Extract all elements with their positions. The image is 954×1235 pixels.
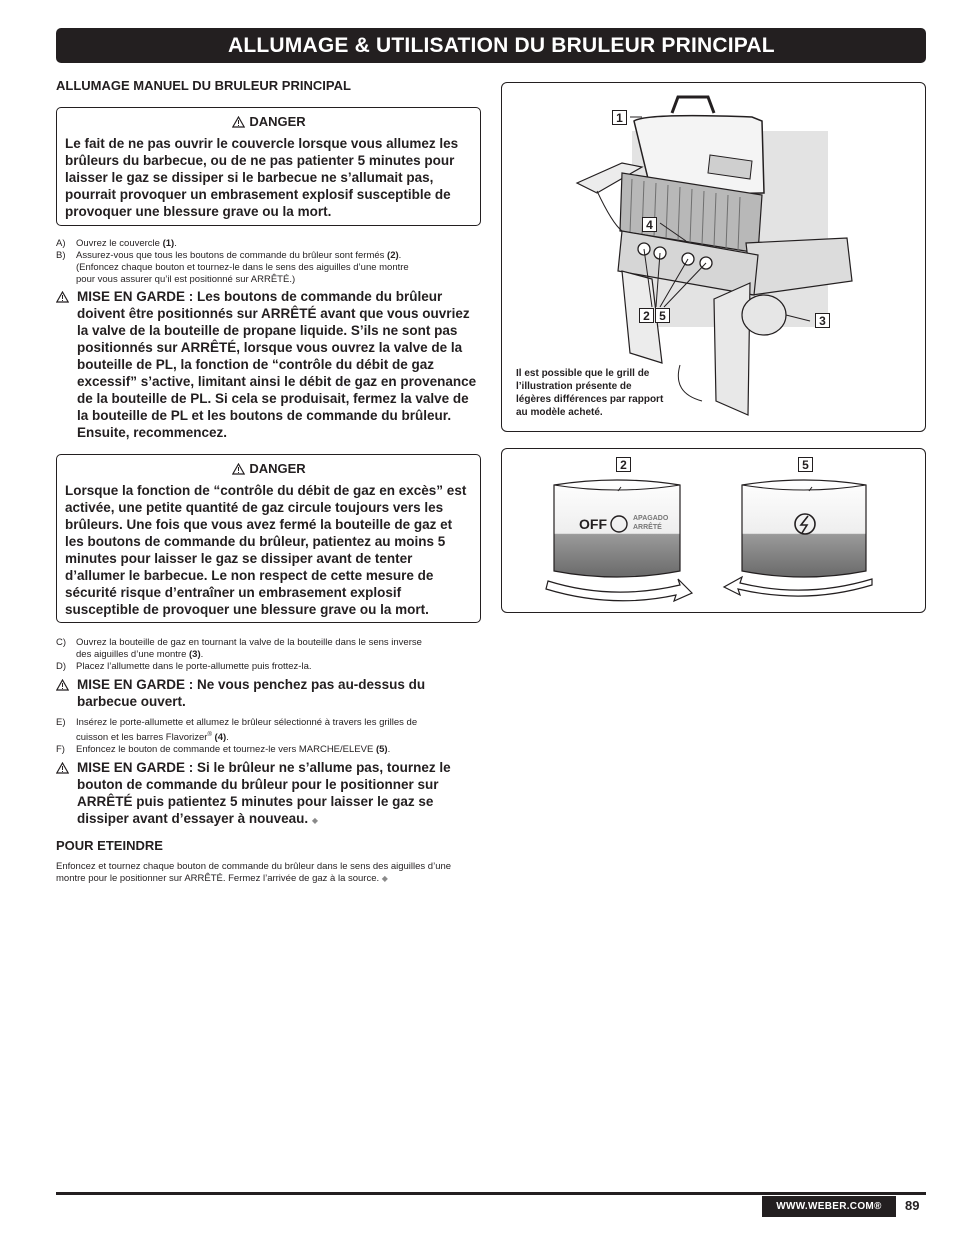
caution-3-text: MISE EN GARDE : Si le brûleur ne s’allume pas, tournez le bouton de commande du brûleur pour le positionner sur ARRÊTÉ puis patientez 5 minutes pour laisser le gaz se dissiper avant d’essayer à nouveau. (77, 760, 451, 827)
step-f-text: Enfoncez le bouton de commande et tournez-le vers MARCHE/ELEVE (76, 744, 376, 756)
danger-box-excess-flow (56, 454, 481, 623)
apagado-label: APAGADO (633, 515, 669, 522)
step-label: D) (56, 661, 67, 672)
callout-2: 2 (639, 308, 654, 323)
step-c (56, 637, 481, 661)
callout-3: 3 (815, 313, 830, 328)
step-d (56, 661, 481, 673)
manual-lighting-heading: ALLUMAGE MANUEL DU BRULEUR PRINCIPAL (56, 78, 351, 93)
caution-text (77, 759, 481, 829)
callout-2-knob: 2 (616, 457, 631, 472)
clockwise-arrow (546, 579, 692, 601)
knob-off (546, 480, 692, 601)
knob-position-labels (633, 514, 668, 532)
danger-title (65, 461, 473, 476)
registered-mark: ® (207, 732, 212, 738)
danger-label: DANGER (249, 461, 306, 476)
step-b (56, 250, 481, 286)
step-c-line2: des aiguilles d’une montre (76, 649, 190, 660)
danger-box-lid (56, 107, 481, 226)
end-mark-icon: ◆ (311, 816, 319, 826)
step-a-after: . (174, 238, 177, 249)
step-f-after: . (387, 744, 391, 756)
step-b-text: Assurez-vous que tous les boutons de commande du brûleur sont fermés (76, 250, 388, 261)
warning-triangle-icon (232, 116, 245, 128)
step-a-ref: (1) (162, 238, 175, 249)
propane-tank (742, 295, 786, 335)
warning-triangle-icon (56, 762, 69, 774)
caution-lean (56, 676, 481, 710)
step-f-ref: (5) (375, 744, 388, 756)
knob-drawing (502, 449, 925, 612)
lid-handle (672, 97, 714, 113)
caution-knobs-off (56, 288, 481, 441)
caution-text: MISE EN GARDE : Les boutons de commande du brûleur doivent être positionnés sur ARRÊTÉ avant que vous ouvriez la valve de la bouteille de propane liquide. S’ils ne sont pas positionnés sur ARRÊTÉ, lorsque vous ouvrez la valve de la bouteille de PL, la fonction de “contrôle du débit de gaz excessif” s’active, limitant ainsi le débit de gaz en provenance de la bouteille de PL. Si cela se produisait, fermez la valve de la bouteille de PL et les boutons de commande du brûleur. Ensuite, recommencez. (77, 289, 477, 440)
step-f (56, 744, 481, 756)
counterclockwise-arrow (724, 577, 872, 596)
step-label: A) (56, 238, 66, 249)
instructions-column (56, 78, 481, 885)
step-c-line1: Ouvrez la bouteille de gaz en tournant la valve de la bouteille dans le sens inverse (76, 637, 422, 648)
callout-5: 5 (655, 308, 670, 323)
step-label: C) (56, 637, 67, 648)
match-holder-line (597, 191, 622, 231)
end-mark-icon: ◆ (381, 874, 388, 884)
knob-positions-illustration (501, 448, 926, 613)
turn-off-text (56, 861, 481, 885)
step-label: F) (56, 744, 65, 756)
step-c-after: . (200, 649, 204, 660)
turn-off-heading: POUR ETEINDRE (56, 838, 163, 854)
step-e (56, 717, 481, 744)
step-text (76, 250, 409, 286)
open-door-right (714, 283, 750, 415)
warning-triangle-icon (56, 291, 69, 303)
page-title: ALLUMAGE & UTILISATION DU BRULEUR PRINCIPAL (56, 28, 926, 63)
grill-illustration (501, 82, 926, 432)
step-e-ref: (4) (211, 732, 227, 744)
step-b-after: . (398, 250, 402, 261)
step-label: B) (56, 250, 66, 261)
callout-1: 1 (612, 110, 627, 125)
caution-no-ignition (56, 759, 481, 829)
website-badge: WWW.WEBER.COM® (762, 1196, 896, 1217)
turn-off-body: Enfoncez et tournez chaque bouton de commande du brûleur dans le sens des aiguilles d’une montre pour le positionner sur ARRÊTÉ. Fermez l’arrivée de gaz à la source. (56, 861, 452, 885)
danger-text: Le fait de ne pas ouvrir le couvercle lorsque vous allumez les brûleurs du barbecue, ou de ne pas patienter 5 minutes pour laisser le gaz se dissiper si le barbecue ne s’allumait pas, pourrait provoquer un embrasement explosif susceptible de provoquer une blessure grave ou la mort. (65, 136, 459, 219)
warning-triangle-icon (56, 679, 69, 691)
door-swing-arrow (678, 365, 702, 401)
warning-triangle-icon (232, 463, 245, 475)
knob-high (724, 480, 872, 596)
arrete-label: ARRÊTÉ (633, 524, 662, 531)
caution-text: MISE EN GARDE : Ne vous penchez pas au-dessus du barbecue ouvert. (77, 677, 426, 709)
illustration-note: Il est possible que le grill de l’illustration présente de légères différences par rapport au modèle acheté. (516, 368, 664, 418)
step-text (76, 744, 390, 756)
step-b-line3: pour vous assurer qu’il est positionné sur ARRÊTÉ.) (76, 274, 296, 285)
step-label: E) (56, 717, 66, 728)
callout-4: 4 (642, 217, 657, 232)
step-text (76, 717, 417, 744)
step-b-line2: (Enfoncez chaque bouton et tournez-le dans le sens des aiguilles d’une montre (76, 262, 409, 273)
step-d-text: Placez l’allumette dans le porte-allumette puis frottez-la. (76, 661, 312, 672)
step-a (56, 238, 481, 250)
step-b-ref: (2) (387, 250, 399, 261)
right-side-table (746, 238, 852, 295)
callout-5-knob: 5 (798, 457, 813, 472)
step-c-ref: (3) (189, 649, 201, 660)
off-label: OFF (579, 516, 607, 532)
step-text (76, 637, 422, 661)
step-e-line2: cuisson et les barres Flavorizer (76, 732, 208, 744)
page-number: 89 (905, 1198, 920, 1213)
danger-title (65, 114, 473, 129)
step-a-text: Ouvrez le couvercle (76, 238, 163, 249)
danger-label: DANGER (249, 114, 306, 129)
footer-rule (56, 1192, 926, 1195)
step-text (76, 238, 177, 250)
step-e-line1: Insérez le porte-allumette et allumez le brûleur sélectionné à travers les grilles de (76, 717, 418, 728)
step-e-after: . (226, 732, 229, 744)
danger-text: Lorsque la fonction de “contrôle du débit de gaz en excès” est activée, une petite quantité de gaz circule toujours vers les brûleurs. Une fois que vous avez fermé la bouteille de gaz et les boutons de commande du brûleur, patientez au moins 5 minutes pour laisser le gaz se dissiper avant de tenter d’allumer le barbecue. Le non respect de cette mesure de sécurité risque d’entraîner un embrasement explosif susceptible de provoquer une blessure grave ou la mort. (65, 483, 467, 617)
